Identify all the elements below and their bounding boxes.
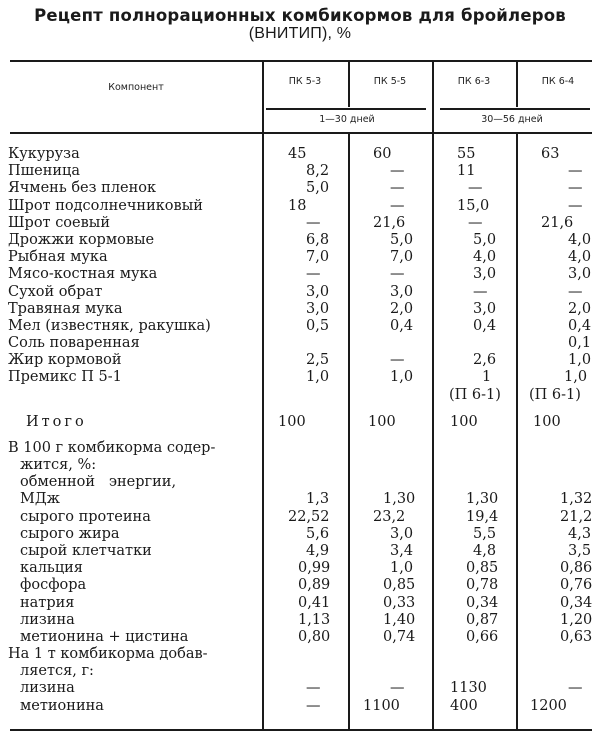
table-row: Рыбная мука 7,0 7,0 4,0 4,0 (8, 249, 592, 266)
table-row: Травяная мука 3,0 2,0 3,0 2,0 (8, 300, 592, 317)
additive-row: метионина — 1100 400 1200 (20, 697, 567, 714)
header-component: Компонент (108, 82, 164, 93)
table-row: Пшеница 8,2 — 11 — (8, 163, 583, 180)
header-group-1: 1—30 дней (319, 114, 375, 125)
nutrient-row: сырого протеина 22,52 23,2 19,4 21,2 (20, 508, 593, 525)
table-row: Соль поваренная 0,1 (8, 335, 592, 352)
nutrient-row: метионина + цистина 0,80 0,74 0,66 0,63 (20, 628, 593, 645)
table-row: Сухой обрат 3,0 3,0 — — (8, 283, 583, 300)
nutrient-row: сырого жира 5,6 3,0 5,5 4,3 (20, 525, 592, 542)
nutrient-row: МДж 1,3 1,30 1,30 1,32 (20, 491, 593, 508)
nutrient-row: кальция 0,99 1,0 0,85 0,86 (20, 560, 593, 577)
table-row: (П 6-1) (П 6-1) (449, 386, 581, 403)
section-heading: В 100 г комбикорма содер- (8, 439, 216, 456)
table-row: Кукуруза 45 60 55 63 (8, 146, 560, 162)
table-row: Мясо-костная мука — — 3,0 3,0 (8, 266, 592, 283)
table-body (8, 146, 600, 715)
header-col-1: ПК 5-3 (288, 76, 322, 87)
header-col-4: ПК 6-4 (541, 76, 575, 87)
title-line-2: (ВНИТИП), % (248, 25, 352, 42)
section-subheading: обменной энергии, (20, 474, 177, 491)
nutrient-row: сырой клетчатки 4,9 3,4 4,8 3,5 (20, 542, 592, 559)
table-row: Мел (известняк, ракушка) 0,5 0,4 0,4 0,4 (8, 317, 592, 334)
section-heading: ляется, г: (20, 663, 94, 680)
nutrient-row: лизина 1,13 1,40 0,87 1,20 (20, 611, 593, 628)
table-row: Премикс П 5-1 1,0 1,0 1 1,0 (8, 369, 588, 386)
total-row: Итого 100 100 100 100 (26, 413, 561, 430)
nutrient-row: натрия 0,41 0,33 0,34 0,34 (20, 594, 593, 611)
table-row: Шрот соевый — 21,6 — 21,6 (8, 214, 574, 231)
header-col-2: ПК 5-5 (373, 76, 407, 87)
header-bottom-rule (10, 132, 592, 134)
top-rule (10, 60, 592, 62)
section-heading: жится, %: (20, 457, 97, 473)
table-row: Дрожжи кормовые 6,8 5,0 5,0 4,0 (8, 231, 592, 248)
table-row: Шрот подсолнечниковый 18 — 15,0 — (8, 197, 583, 214)
table-row: Жир кормовой 2,5 — 2,6 1,0 (8, 352, 592, 369)
header-col-3: ПК 6-3 (457, 76, 491, 87)
section-heading: На 1 т комбикорма добав- (8, 646, 208, 663)
nutrient-row: фосфора 0,89 0,85 0,78 0,76 (20, 577, 593, 594)
title-line-1: Рецепт полнорационных комбикормов для бройлеров (34, 6, 566, 25)
group-rule-left (266, 108, 426, 110)
header-group-2: 30—56 дней (481, 114, 543, 125)
additive-row: лизина — — 1130 — (20, 680, 583, 697)
group-rule-right (440, 108, 590, 110)
table-row: Ячмень без пленок 5,0 — — — (8, 180, 583, 197)
bottom-rule (10, 729, 592, 731)
